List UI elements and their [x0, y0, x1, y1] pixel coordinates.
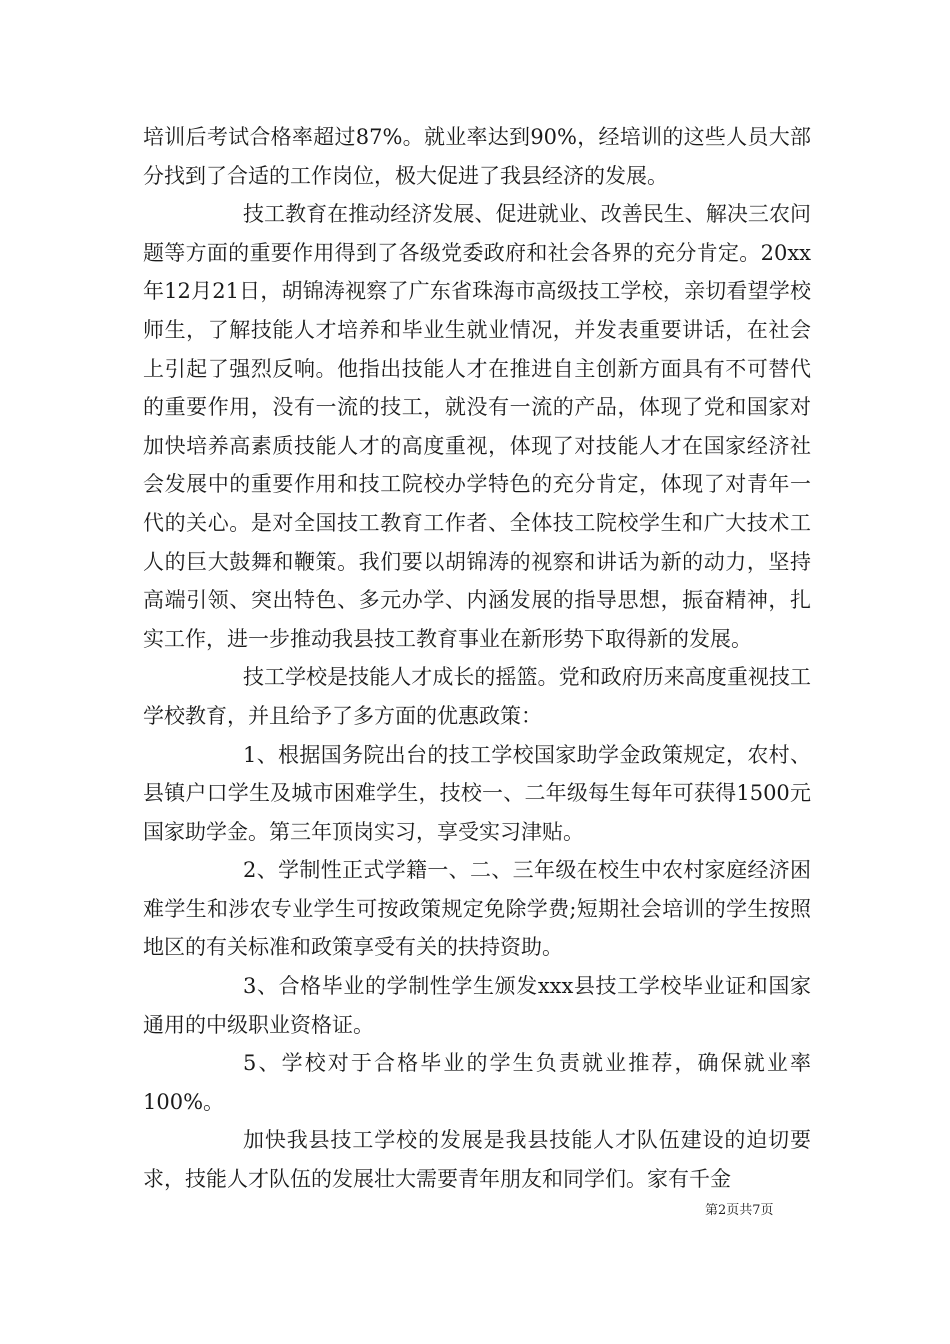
- policy-item-5: 5、学校对于合格毕业的学生负责就业推荐，确保就业率100%。: [143, 1051, 811, 1114]
- paragraph-technical-education: 技工教育在推动经济发展、促进就业、改善民生、解决三农问题等方面的重要作用得到了各级党委政府和社会各界的充分肯定。20xx年12月21日，胡锦涛视察了广东省珠海市高级技工学校，亲切看望学校师生，了解技能人才培养和毕业生就业情况，并发表重要讲话，在社会上引起了强烈反响。他指出技能人才在推进自主创新方面具有不可替代的重要作用，没有一流的技工，就没有一流的产品，体现了党和国家对加快培养高素质技能人才的高度重视，体现了对技能人才在国家经济社会发展中的重要作用和技工院校办学特色的充分肯定，体现了对青年一代的关心。是对全国技工教育工作者、全体技工院校学生和广大技术工人的巨大鼓舞和鞭策。我们要以胡锦涛的视察和讲话为新的动力，坚持高端引领、突出特色、多元办学、内涵发展的指导思想，振奋精神，扎实工作，进一步推动我县技工教育事业在新形势下取得新的发展。: [143, 202, 811, 651]
- policy-item-3: 3、合格毕业的学制性学生颁发xxx县技工学校毕业证和国家通用的中级职业资格证。: [143, 974, 811, 1037]
- paragraph-development: 加快我县技工学校的发展是我县技能人才队伍建设的迫切要求，技能人才队伍的发展壮大需要青年朋友和同学们。家有千金: [143, 1128, 811, 1192]
- paragraph-continuation: 培训后考试合格率超过87%。就业率达到90%，经培训的这些人员大部分找到了合适的工作岗位，极大促进了我县经济的发展。: [143, 125, 811, 188]
- policy-item-2: 2、学制性正式学籍一、二、三年级在校生中农村家庭经济困难学生和涉农专业学生可按政策规定免除学费;短期社会培训的学生按照地区的有关标准和政策享受有关的扶持资助。: [143, 858, 811, 960]
- policy-item-1: 1、根据国务院出台的技工学校国家助学金政策规定，农村、县镇户口学生及城市困难学生，技校一、二年级每生每年可获得1500元国家助学金。第三年顶岗实习，享受实习津贴。: [143, 742, 811, 844]
- paragraph-school-cradle: 技工学校是技能人才成长的摇篮。党和政府历来高度重视技工学校教育，并且给予了多方面的优惠政策：: [143, 665, 811, 728]
- page-number: 第2页共7页: [705, 1203, 774, 1218]
- document-body: [143, 118, 811, 1199]
